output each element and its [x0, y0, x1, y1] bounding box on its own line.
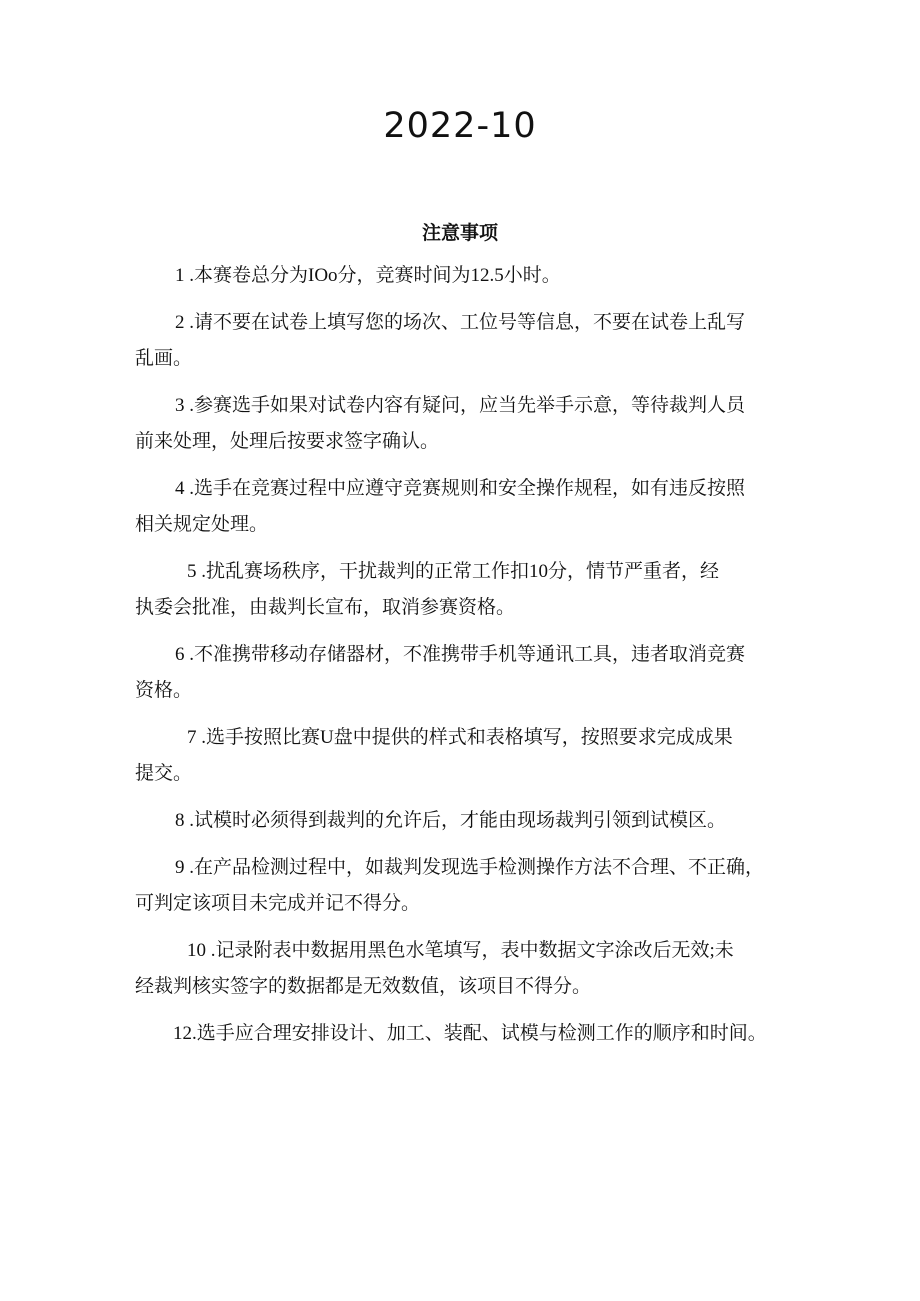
- rule-item-10: [135, 933, 795, 1005]
- rule-line: 3 .参赛选手如果对试卷内容有疑问，应当先举手示意，等待裁判人员: [175, 395, 746, 416]
- rule-line: 5 .扰乱赛场秩序，干扰裁判的正常工作扣10分，情节严重者，经: [187, 561, 720, 582]
- section-heading: 注意事项: [421, 223, 498, 244]
- rule-item-8: [135, 803, 795, 839]
- rule-item-1: [135, 258, 795, 294]
- rule-line: 提交。: [135, 763, 193, 784]
- rule-line: 乱画。: [135, 348, 193, 369]
- rule-line: 资格。: [135, 680, 193, 701]
- rule-line: 可判定该项目未完成并记不得分。: [135, 893, 421, 914]
- rule-line: 7 .选手按照比赛U盘中提供的样式和表格填写，按照要求完成成果: [187, 727, 733, 748]
- rule-line: 执委会批准，由裁判长宣布，取消参赛资格。: [135, 597, 516, 618]
- rule-line: 1 .本赛卷总分为IOo分，竞赛时间为12.5小时。: [175, 265, 561, 286]
- rule-item-5: [135, 554, 795, 626]
- rule-item-12: [135, 1016, 795, 1052]
- rule-line: 9 .在产品检测过程中，如裁判发现选手检测操作方法不合理、不正确，: [175, 857, 765, 878]
- rule-line: 8 .试模时必须得到裁判的允许后，才能由现场裁判引领到试模区。: [175, 810, 727, 831]
- rule-item-6: [135, 637, 795, 709]
- rule-line: 2 .请不要在试卷上填写您的场次、工位号等信息，不要在试卷上乱写: [175, 312, 746, 333]
- rule-line: 6 .不准携带移动存储器材，不准携带手机等通讯工具，违者取消竞赛: [175, 644, 746, 665]
- rule-line: 相关规定处理。: [135, 514, 269, 535]
- rule-item-9: [135, 850, 795, 922]
- rule-line: 10 .记录附表中数据用黑色水笔填写，表中数据文字涂改后无效;未: [187, 940, 734, 961]
- rule-item-7: [135, 720, 795, 792]
- rule-item-4: [135, 471, 795, 543]
- rule-item-2: [135, 305, 795, 377]
- rule-line: 12.选手应合理安排设计、加工、装配、试模与检测工作的顺序和时间。: [173, 1023, 767, 1044]
- rule-line: 4 .选手在竞赛过程中应遵守竞赛规则和安全操作规程，如有违反按照: [175, 478, 746, 499]
- rules-list: [135, 258, 795, 1063]
- rule-line: 经裁判核实签字的数据都是无效数值，该项目不得分。: [135, 976, 592, 997]
- rule-line: 前来处理，处理后按要求签字确认。: [135, 431, 440, 452]
- rule-item-3: [135, 388, 795, 460]
- document-title: 2022-10: [383, 106, 537, 146]
